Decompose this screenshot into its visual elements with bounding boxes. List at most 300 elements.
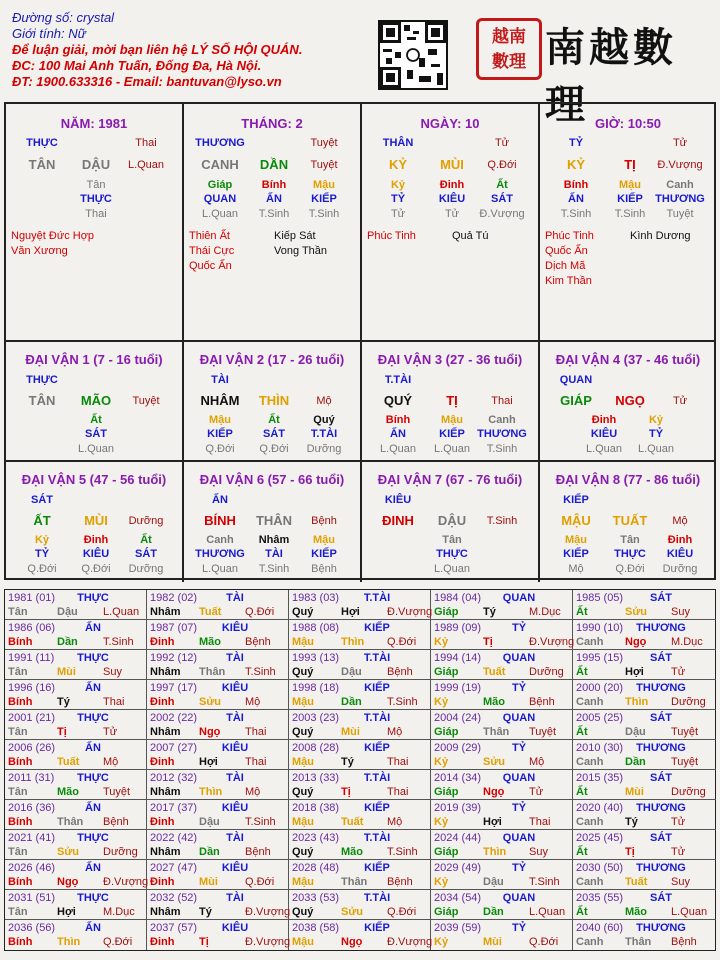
dai-van-branch: THÂN (255, 513, 293, 528)
hidden-stem: Canh (666, 179, 694, 191)
year-cell (289, 650, 431, 680)
star-nguyet-duc-hop: Nguyệt Đức Hợp (11, 230, 95, 242)
dai-van-god: T.TÀI (384, 374, 412, 386)
year-label: 2019 (39) (434, 802, 482, 814)
year-label: 2032 (52) (150, 892, 198, 904)
year-branch: Ngọ (57, 876, 79, 888)
year-god: TÀI (226, 772, 244, 784)
year-status: Tuyệt (103, 786, 131, 798)
year-god: TÀI (226, 592, 244, 604)
year-cell (147, 680, 289, 710)
year-cell (289, 770, 431, 800)
year-status: L.Quan (671, 906, 708, 918)
pillar-title: NGÀY: 10 (420, 116, 480, 131)
year-stem: Quý (292, 906, 314, 918)
year-status: T.Sinh (245, 816, 276, 828)
year-status: Mộ (245, 696, 261, 708)
year-label: 2017 (37) (150, 802, 198, 814)
pillar-stars-secondary (274, 229, 327, 259)
year-god: TÀI (226, 832, 244, 844)
year-label: 1992 (12) (150, 652, 198, 664)
year-cell (431, 890, 573, 920)
year-label: 2002 (22) (150, 712, 198, 724)
year-label: 2006 (26) (8, 742, 56, 754)
year-god: TỶ (511, 682, 527, 694)
year-branch: Hợi (199, 756, 218, 768)
pillar-stem: TÂN (28, 157, 56, 172)
year-branch: Dần (625, 756, 646, 768)
year-status: Thai (103, 696, 125, 708)
hidden-god: KIÊU (590, 428, 618, 440)
year-god: QUAN (502, 712, 536, 724)
year-cell (573, 920, 716, 950)
year-cell (147, 890, 289, 920)
brand-seal (476, 18, 542, 80)
year-status: Mộ (103, 756, 119, 768)
hidden-stem: Ất (140, 534, 152, 546)
year-cell (5, 650, 147, 680)
year-stem: Canh (576, 756, 604, 768)
hidden-god: QUAN (203, 193, 237, 205)
year-cell (5, 830, 147, 860)
year-status: Bệnh (387, 666, 413, 678)
year-status: Tử (529, 786, 544, 798)
year-label: 2029 (49) (434, 862, 482, 874)
year-status: Dưỡng (529, 666, 564, 678)
year-branch: Hợi (341, 606, 360, 618)
year-branch: Thìn (341, 636, 365, 648)
year-label: 2009 (29) (434, 742, 482, 754)
year-branch: Tị (483, 636, 493, 648)
hidden-stem: Kỷ (648, 414, 664, 426)
year-god: QUAN (502, 652, 536, 664)
year-stem: Ất (576, 906, 588, 918)
star-quoc-an: Quốc Ấn (189, 260, 232, 272)
year-god: TỶ (511, 742, 527, 754)
year-status: Đ.Vượng (387, 606, 433, 618)
dai-van-stem: BÍNH (204, 513, 236, 528)
hidden-god: SÁT (85, 428, 107, 440)
year-status: L.Quan (103, 606, 140, 618)
dai-van-status: Tuyệt (132, 395, 160, 407)
year-branch: Tị (625, 846, 635, 858)
year-status: M.Dục (671, 636, 703, 648)
dai-van-cell-2 (184, 342, 362, 462)
year-label: 2025 (45) (576, 832, 624, 844)
pillar-top-status: Tử (494, 137, 510, 149)
hidden-god: KIẾP (563, 548, 589, 560)
year-cell (573, 680, 716, 710)
year-cell (573, 590, 716, 620)
dai-van-cell-6 (184, 462, 362, 582)
year-branch: Thân (57, 816, 84, 828)
year-cell (147, 740, 289, 770)
hidden-stem: Bính (261, 179, 287, 191)
year-branch: Mùi (625, 786, 644, 798)
year-cell (431, 740, 573, 770)
year-god: ẤN (85, 922, 101, 934)
year-stem: Giáp (434, 606, 459, 618)
year-god: ẤN (85, 622, 101, 634)
pillar-relation: Q.Đới (487, 159, 517, 171)
year-cell (5, 800, 147, 830)
year-label: 2001 (21) (8, 712, 56, 724)
year-status: Suy (671, 606, 690, 618)
hidden-stem: Kỷ (34, 534, 50, 546)
hidden-status: T.Sinh (560, 208, 592, 220)
year-branch: Tuất (341, 816, 364, 828)
year-branch: Tý (483, 606, 496, 618)
year-god: QUAN (502, 772, 536, 784)
year-cell (5, 590, 147, 620)
year-cell (5, 620, 147, 650)
year-stem: Giáp (434, 846, 459, 858)
hidden-god: KIÊU (82, 548, 110, 560)
year-label: 2022 (42) (150, 832, 198, 844)
hidden-status: Q.Đới (615, 563, 645, 575)
year-branch: Dậu (341, 666, 362, 678)
dai-van-god: KIÊU (384, 494, 412, 506)
year-god: TÀI (226, 712, 244, 724)
year-stem: Giáp (434, 726, 459, 738)
year-cell (147, 800, 289, 830)
hidden-god: KIÊU (666, 548, 694, 560)
year-cell (573, 740, 716, 770)
year-branch: Mùi (341, 726, 360, 738)
dai-van-cell-5 (6, 462, 184, 582)
dai-van-stem: NHÂM (200, 393, 240, 408)
year-cell (573, 860, 716, 890)
hidden-god: THỰC (80, 193, 112, 205)
dai-van-stem: MẬU (561, 513, 591, 528)
year-god: THỰC (77, 892, 109, 904)
year-branch: Dậu (199, 816, 220, 828)
hidden-stem: Tân (86, 179, 106, 191)
year-label: 1985 (05) (576, 592, 624, 604)
pillar-relation: Tuyệt (310, 159, 338, 171)
year-label: 1983 (03) (292, 592, 340, 604)
year-label: 2027 (47) (150, 862, 198, 874)
year-stem: Quý (292, 846, 314, 858)
hidden-status: Dưỡng (128, 563, 164, 575)
star-kim-than: Kim Thần (545, 275, 592, 287)
hidden-god: KIÊU (438, 193, 466, 205)
pillar-relation: Đ.Vượng (657, 159, 703, 171)
hidden-stem: Đinh (667, 534, 693, 546)
hidden-stem: Canh (206, 534, 234, 546)
year-god: KIẾP (364, 682, 390, 694)
star-phuc-tinh: Phúc Tinh (545, 230, 594, 242)
hidden-status: Tử (444, 208, 460, 220)
year-branch: Thìn (199, 786, 223, 798)
year-label: 1997 (17) (150, 682, 198, 694)
hidden-status: T.Sinh (614, 208, 646, 220)
year-stem: Canh (576, 876, 604, 888)
year-cell (431, 770, 573, 800)
year-label: 2007 (27) (150, 742, 198, 754)
year-status: T.Sinh (529, 876, 560, 888)
year-label: 2034 (54) (434, 892, 482, 904)
year-cell (5, 770, 147, 800)
dai-van-status: T.Sinh (486, 515, 518, 527)
dai-van-status: Dưỡng (128, 515, 164, 527)
year-label: 2012 (32) (150, 772, 198, 784)
year-status: Thai (245, 726, 267, 738)
hidden-stem: Ất (496, 179, 508, 191)
year-stem: Ất (576, 606, 588, 618)
year-branch: Tuất (625, 876, 648, 888)
year-stem: Quý (292, 786, 314, 798)
hidden-status: Thai (85, 208, 107, 220)
year-stem: Nhâm (150, 666, 181, 678)
year-god: SÁT (650, 892, 672, 904)
hidden-status: L.Quan (77, 443, 115, 455)
year-god: T.TÀI (363, 772, 391, 784)
year-status: T.Sinh (387, 696, 418, 708)
hidden-status: Đ.Vượng (479, 208, 525, 220)
hidden-stem: Mậu (209, 414, 231, 426)
year-branch: Ngọ (199, 726, 221, 738)
year-branch: Tị (199, 936, 209, 948)
star-thai-cuc: Thái Cực (189, 245, 235, 257)
year-branch: Dần (57, 636, 78, 648)
hidden-god: KIẾP (311, 193, 337, 205)
year-status: Đ.Vượng (387, 936, 433, 948)
year-label: 2010 (30) (576, 742, 624, 754)
year-god: ẤN (85, 742, 101, 754)
year-branch: Hợi (625, 666, 644, 678)
year-stem: Đinh (150, 696, 175, 708)
year-stem: Nhâm (150, 726, 181, 738)
hidden-god: ẤN (266, 193, 282, 205)
year-stem: Tân (8, 786, 28, 798)
dai-van-god: ẤN (212, 494, 228, 506)
year-label: 2011 (31) (8, 772, 55, 784)
hidden-stem: Bính (563, 179, 589, 191)
hidden-stem: Ất (268, 414, 280, 426)
star-vong-than: Vong Thần (274, 245, 328, 257)
year-cell (431, 650, 573, 680)
year-cell (5, 740, 147, 770)
pillar-stem: KỶ (566, 157, 586, 172)
year-stem: Mậu (292, 936, 314, 948)
year-cell (289, 590, 431, 620)
dai-van-god: QUAN (559, 374, 593, 386)
hidden-god: KIẾP (311, 548, 337, 560)
hidden-status: Q.Đới (205, 443, 235, 455)
year-cell (5, 680, 147, 710)
year-stem: Kỷ (434, 696, 449, 708)
year-cell (289, 710, 431, 740)
star-kinh-duong: Kình Dương (630, 230, 691, 242)
dai-van-branch: MÙI (84, 513, 108, 528)
year-status: Bệnh (529, 696, 555, 708)
year-god: THƯƠNG (636, 742, 686, 754)
year-label: 2033 (53) (292, 892, 340, 904)
year-branch: Thìn (483, 846, 507, 858)
year-cell (147, 710, 289, 740)
year-branch: Tý (199, 906, 212, 918)
year-status: Mộ (387, 816, 403, 828)
header-line-5: ĐT: 1900.633316 - Email: bantuvan@lyso.vn (12, 74, 282, 89)
year-god: TỶ (511, 802, 527, 814)
year-stem: Kỷ (434, 876, 449, 888)
dai-van-title: ĐẠI VẬN 1 (7 - 16 tuổi) (25, 352, 163, 367)
year-label: 2020 (40) (576, 802, 624, 814)
hidden-stem: Đinh (591, 414, 617, 426)
year-status: Bệnh (671, 936, 697, 948)
year-status: Tử (671, 846, 686, 858)
year-status: M.Dục (103, 906, 135, 918)
year-god: T.TÀI (363, 892, 391, 904)
year-branch: Dậu (483, 876, 504, 888)
star-qua-tu: Quả Tú (452, 230, 489, 242)
hidden-god: TỶ (390, 193, 406, 205)
year-label: 2016 (36) (8, 802, 56, 814)
dai-van-title: ĐẠI VẬN 2 (17 - 26 tuổi) (199, 352, 345, 367)
year-god: SÁT (650, 592, 672, 604)
year-branch: Tý (57, 696, 70, 708)
hidden-status: L.Quan (201, 208, 239, 220)
year-label: 2015 (35) (576, 772, 624, 784)
year-label: 1999 (19) (434, 682, 482, 694)
year-branch: Sửu (483, 756, 506, 768)
hidden-god: ẤN (390, 428, 406, 440)
year-cell (5, 710, 147, 740)
header (12, 10, 302, 90)
year-branch: Dậu (57, 606, 78, 618)
year-stem: Kỷ (434, 936, 449, 948)
year-god: KIẾP (364, 742, 390, 754)
year-stem: Tân (8, 666, 28, 678)
year-cell (289, 680, 431, 710)
year-god: SÁT (650, 772, 672, 784)
year-god: QUAN (502, 892, 536, 904)
year-label: 2038 (58) (292, 922, 340, 934)
year-status: Bệnh (387, 876, 413, 888)
year-branch: Thân (341, 876, 368, 888)
year-label: 1982 (02) (150, 592, 198, 604)
pillar-top-god: THÂN (382, 137, 414, 149)
year-branch: Ngọ (483, 786, 505, 798)
year-status: Tuyệt (671, 726, 699, 738)
year-label: 2014 (34) (434, 772, 482, 784)
hidden-status: L.Quan (201, 563, 239, 575)
star-dich-ma: Dịch Mã (545, 260, 586, 272)
year-cell (573, 890, 716, 920)
dai-van-cell-3 (362, 342, 540, 462)
year-god: TÀI (226, 892, 244, 904)
year-god: ẤN (85, 682, 101, 694)
year-status: Q.Đới (387, 906, 417, 918)
year-cell (431, 920, 573, 950)
year-status: Thai (245, 756, 267, 768)
hidden-status: L.Quan (433, 563, 471, 575)
year-stem: Kỷ (434, 636, 449, 648)
hidden-stem: Mậu (313, 534, 335, 546)
hidden-god: THỰC (436, 548, 468, 560)
year-label: 2031 (51) (8, 892, 56, 904)
year-god: KIÊU (221, 922, 249, 934)
dai-van-branch: TUẤT (612, 513, 648, 528)
pillar-cell-4 (540, 104, 716, 342)
year-god: THƯƠNG (636, 802, 686, 814)
year-status: Bệnh (245, 846, 271, 858)
year-cell (289, 890, 431, 920)
year-label: 2036 (56) (8, 922, 56, 934)
year-label: 1994 (14) (434, 652, 482, 664)
pillar-top-status: Tử (672, 137, 688, 149)
year-branch: Tuất (199, 606, 222, 618)
year-god: T.TÀI (363, 652, 391, 664)
year-branch: Mão (199, 636, 221, 648)
year-god: KIẾP (364, 802, 390, 814)
year-status: Bệnh (103, 816, 129, 828)
hidden-status: T.Sinh (308, 208, 340, 220)
dai-van-stem: TÂN (28, 393, 56, 408)
pillar-branch: DẬU (81, 157, 111, 172)
year-branch: Mùi (199, 876, 218, 888)
year-god: THƯƠNG (636, 622, 686, 634)
dai-van-status: Thai (491, 395, 513, 407)
year-stem: Tân (8, 846, 28, 858)
year-branch: Sửu (57, 846, 80, 858)
dai-van-status: Mộ (672, 515, 688, 527)
year-status: L.Quan (529, 906, 566, 918)
year-label: 1989 (09) (434, 622, 482, 634)
year-label: 2024 (44) (434, 832, 482, 844)
dai-van-cell-1 (6, 342, 184, 462)
year-god: KIÊU (221, 802, 249, 814)
year-stem: Canh (576, 696, 604, 708)
hidden-god: TÀI (265, 548, 283, 560)
year-label: 2035 (55) (576, 892, 624, 904)
year-branch: Tuất (483, 666, 506, 678)
year-stem: Canh (576, 636, 604, 648)
year-stem: Kỷ (434, 816, 449, 828)
year-cell (147, 830, 289, 860)
year-stem: Bính (8, 876, 33, 888)
year-cell (431, 590, 573, 620)
hidden-status: Tử (390, 208, 406, 220)
dai-van-branch: NGỌ (615, 393, 645, 408)
year-god: ẤN (85, 862, 101, 874)
year-god: T.TÀI (363, 712, 391, 724)
hidden-god: KIẾP (439, 428, 465, 440)
year-status: Suy (103, 666, 122, 678)
year-stem: Bính (8, 756, 33, 768)
pillar-title: GIỜ: 10:50 (594, 116, 661, 131)
hidden-stem: Mậu (619, 179, 641, 191)
year-label: 1995 (15) (576, 652, 624, 664)
year-cell (289, 740, 431, 770)
hidden-status: Q.Đới (81, 563, 111, 575)
hidden-status: Bệnh (311, 563, 337, 575)
year-branch: Tý (341, 756, 354, 768)
year-branch: Mùi (57, 666, 76, 678)
pillar-cell-2 (184, 104, 362, 342)
hidden-god: ẤN (568, 193, 584, 205)
hidden-stem: Kỷ (390, 179, 406, 191)
year-stem: Mậu (292, 636, 314, 648)
year-label: 1986 (06) (8, 622, 56, 634)
year-god: THỰC (77, 652, 109, 664)
year-branch: Hợi (57, 906, 76, 918)
qr-code-icon[interactable] (378, 20, 448, 90)
year-god: THỰC (77, 712, 109, 724)
year-branch: Ngọ (341, 936, 363, 948)
dai-van-status: Bệnh (311, 515, 337, 527)
